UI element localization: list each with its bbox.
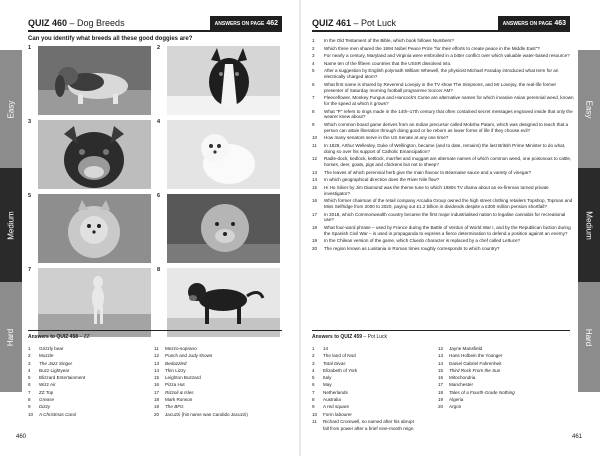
answer-row xyxy=(154,389,248,396)
answer-text: Punch and Judy shows xyxy=(165,353,213,359)
photo-number: 7 xyxy=(28,267,32,273)
answer-number: 17 xyxy=(154,389,160,395)
answer-row xyxy=(154,367,248,374)
difficulty-tabs-left xyxy=(0,50,22,392)
photo-number: 4 xyxy=(157,119,161,125)
answer-row xyxy=(312,396,414,403)
answer-number: 7 xyxy=(312,389,315,395)
photo-number: 8 xyxy=(157,267,161,273)
question-text: In which geographical direction does the River Nile flow? xyxy=(324,177,440,183)
question-text: Hi Ho Silver by Jim Diamond was the theme tune to which 1980s TV drama about an ex-fireman turned private investigator? xyxy=(324,184,549,196)
page-number-right: 461 xyxy=(572,434,583,440)
question-number: 15 xyxy=(312,184,318,190)
answer-text: Grease xyxy=(39,397,55,403)
question-item xyxy=(312,135,574,141)
answer-text: Algeria xyxy=(449,397,464,403)
question-number: 4 xyxy=(312,60,315,66)
answer-number: 10 xyxy=(28,411,34,417)
answer-number: 5 xyxy=(28,375,31,381)
question-item xyxy=(312,143,574,155)
answer-number: 18 xyxy=(438,389,444,395)
answers-column-1 xyxy=(312,345,414,433)
answers-page-number: 463 xyxy=(554,20,566,27)
answer-number: 2 xyxy=(312,353,315,359)
answers-column-1 xyxy=(28,345,85,418)
answer-text: Jacuzzi (his name was Candido Jacuzzi) xyxy=(165,411,248,417)
answer-number xyxy=(312,425,323,432)
answer-text: Thin Lizzy xyxy=(165,367,186,373)
answer-number: 14 xyxy=(154,367,160,373)
question-text: For nearly a century, Maryland and Virginia were embroiled in a bitter conflict over which valuable water-based resource? xyxy=(324,53,570,59)
answer-text: Bedazzled xyxy=(165,360,187,366)
left-answers-section xyxy=(28,330,282,430)
photo-number: 2 xyxy=(157,45,161,51)
dog-photo xyxy=(38,194,151,263)
question-text: Which three men shared the 1994 Nobel Peace Prize "for their efforts to create peace in the Middle East"? xyxy=(324,45,540,51)
photo-item xyxy=(157,46,282,115)
answer-text: Argon xyxy=(449,404,462,410)
answer-number: 5 xyxy=(312,375,315,381)
answer-row xyxy=(312,367,414,374)
right-page xyxy=(300,0,600,456)
answers-label: ANSWERS ON PAGE xyxy=(214,20,265,27)
answer-text: Total Divas xyxy=(323,360,346,366)
quiz-number: QUIZ 460 xyxy=(28,18,68,28)
dog-photo xyxy=(167,268,280,337)
answer-number: 9 xyxy=(312,404,315,410)
question-number: 12 xyxy=(312,156,318,162)
question-text: What "P" refers to rings made in the 14th–17th century that often contained secret messages engraved inside that only the wearer knew about? xyxy=(324,108,573,120)
answer-text: Leighton Buzzard xyxy=(165,375,201,381)
answer-text: Pizza Hut xyxy=(165,382,185,388)
tab-easy-label: Easy xyxy=(584,100,594,118)
answer-number: 14 xyxy=(438,360,444,366)
answer-number: 12 xyxy=(154,353,160,359)
answer-row xyxy=(28,374,85,381)
photo-number: 3 xyxy=(28,119,32,125)
tab-hard xyxy=(578,282,600,392)
photo-item xyxy=(28,268,153,337)
answer-text: Wizz Air xyxy=(39,382,56,388)
question-item xyxy=(312,53,574,59)
dog-photo xyxy=(38,46,151,115)
answer-text: Mark Ronson xyxy=(165,397,193,403)
photo-item xyxy=(157,268,282,337)
answer-row xyxy=(312,345,414,352)
question-number: 13 xyxy=(312,169,318,175)
answers-on-page-badge xyxy=(498,16,570,30)
quiz-topic: – Dog Breeds xyxy=(69,18,125,28)
question-text: In the Old Testament of the Bible, which book follows Numbers? xyxy=(324,38,454,43)
answer-number: 3 xyxy=(28,360,31,366)
answer-row xyxy=(438,352,515,359)
tab-easy xyxy=(0,50,22,168)
question-number: 19 xyxy=(312,238,318,244)
answer-row xyxy=(28,367,85,374)
answer-text: Blizzard Entertainment xyxy=(39,375,86,381)
answer-row xyxy=(28,396,85,403)
answer-number: 15 xyxy=(154,375,160,381)
question-item xyxy=(312,46,574,52)
answer-text: 14 xyxy=(323,346,329,351)
answer-row xyxy=(154,411,248,418)
answer-row xyxy=(438,403,515,410)
tab-hard-label: Hard xyxy=(6,328,16,346)
answer-text: Third Rock From the Sun xyxy=(449,367,501,373)
answer-row xyxy=(312,425,414,432)
question-text: In the Chilean version of the game, which Cluedo character is replaced by a chef called Lettuce? xyxy=(324,238,521,244)
tab-hard-label: Hard xyxy=(584,328,594,346)
question-item xyxy=(312,82,574,94)
question-text: What first name is shared by Reverend Lovejoy in the TV show The Simpsons, and Mr Lovejoy, the real-life former presenter of Saturday morning football programme Soccer AM? xyxy=(324,81,557,93)
photo-item xyxy=(157,120,282,189)
answer-number: 15 xyxy=(438,367,444,373)
answer-row xyxy=(28,345,85,352)
answer-text: Jayne Mansfield xyxy=(449,346,483,351)
question-item xyxy=(312,95,574,107)
answer-number: 1 xyxy=(28,346,31,351)
tab-medium-label: Medium xyxy=(6,210,16,240)
question-item xyxy=(312,68,574,80)
question-text: After a suggestion by English polymath William Whewell, the physicist Michael Faraday introduced what term for an electrically charged atom? xyxy=(324,68,559,80)
answer-text: Muzzle xyxy=(39,353,54,359)
answers-column-2 xyxy=(438,345,515,411)
question-item xyxy=(312,156,574,168)
answer-text: Buzz Lightyear xyxy=(39,367,70,373)
answer-text: Grizzly bear xyxy=(39,346,64,351)
answer-text: Dizzy xyxy=(39,404,51,410)
right-page-header xyxy=(312,14,570,32)
photo-item xyxy=(28,194,153,263)
answer-number: 4 xyxy=(28,367,31,373)
question-item xyxy=(312,122,574,134)
answer-row xyxy=(438,381,515,388)
question-text: The region known as Lusitania in Roman times roughly corresponds to which country? xyxy=(324,246,500,252)
answers-heading-text: Answers to QUIZ 458 xyxy=(28,334,79,340)
dog-photo xyxy=(167,120,280,189)
question-item xyxy=(312,212,574,224)
answer-number: 11 xyxy=(312,418,317,424)
question-item xyxy=(312,185,574,197)
answer-row xyxy=(28,411,85,418)
question-number: 16 xyxy=(312,198,318,204)
question-item xyxy=(312,170,574,176)
answer-text: May xyxy=(323,382,332,388)
answer-text: Netherlands xyxy=(323,389,348,395)
answer-row xyxy=(154,403,248,410)
answers-column-2 xyxy=(154,345,248,418)
page-number-left: 460 xyxy=(16,434,27,440)
tab-medium-label: Medium xyxy=(584,210,594,240)
answer-number: 11 xyxy=(154,346,159,351)
answer-row xyxy=(312,389,414,396)
answers-heading-text: Answers to QUIZ 459 xyxy=(312,334,363,340)
question-number: 17 xyxy=(312,211,318,217)
dog-photo xyxy=(38,268,151,337)
question-item xyxy=(312,225,574,237)
answer-number: 8 xyxy=(312,397,315,403)
answer-row xyxy=(312,374,414,381)
answer-row xyxy=(312,403,414,410)
question-number: 1 xyxy=(312,38,315,43)
tab-medium xyxy=(578,168,600,282)
answer-row xyxy=(438,374,515,381)
answer-row xyxy=(312,411,414,418)
answer-number: 6 xyxy=(312,382,315,388)
question-text: Radle-dock, kedlock, kettlock, marrfiet and muggart are alternate names of which common weed, one poisonous to cattle, horses, deer, goats, pigs and chickens but not to sheep? xyxy=(324,156,572,168)
answer-number: 7 xyxy=(28,389,31,395)
question-text: Which common board game derives from an Indian precursor called Moksha Patam, which was designed to teach that a person can attain liberation through doing good or be reborn as lower forms of life if they choose evil? xyxy=(324,121,569,133)
answer-number: 13 xyxy=(154,360,160,366)
answer-number: 16 xyxy=(154,382,160,388)
answer-text: Manchester xyxy=(449,382,474,388)
answer-number: 8 xyxy=(28,397,31,403)
tab-easy xyxy=(578,50,600,168)
question-number: 6 xyxy=(312,81,315,87)
photo-number: 5 xyxy=(28,193,32,199)
answer-text: ZZ Top xyxy=(39,389,54,395)
answer-text: fall from power after a brief nine-month reign xyxy=(323,426,414,432)
answer-text: Italy xyxy=(323,375,332,381)
quiz-title xyxy=(28,18,125,30)
question-text: What four-word phrase – used by France during the Battle of Verdun of World War I, and by the Republican faction during the Spanish Civil War – is used in propaganda to express a fierce determination to defend a position against an enemy? xyxy=(324,225,571,236)
question-item xyxy=(312,61,574,67)
answer-text: Daniel Gabriel Fahrenheit xyxy=(449,360,502,366)
answers-heading xyxy=(28,334,282,340)
answer-row xyxy=(438,396,515,403)
dog-photo xyxy=(167,194,280,263)
answer-number: 3 xyxy=(312,360,315,366)
answer-number: 19 xyxy=(438,397,444,403)
answer-row xyxy=(154,381,248,388)
answer-row xyxy=(28,381,85,388)
answer-row xyxy=(154,360,248,367)
question-number: 10 xyxy=(312,135,318,141)
question-item xyxy=(312,246,574,252)
question-number: 3 xyxy=(312,53,315,59)
answer-number: 19 xyxy=(154,404,160,410)
question-item xyxy=(312,38,574,44)
answer-number: 16 xyxy=(438,375,444,381)
question-number: 8 xyxy=(312,108,315,114)
quiz-number: QUIZ 461 xyxy=(312,18,352,28)
answer-row xyxy=(438,367,515,374)
photo-number: 6 xyxy=(157,193,161,199)
answer-text: Elizabeth of York xyxy=(323,367,358,373)
answer-text: A red square xyxy=(323,404,350,410)
photo-item xyxy=(28,120,153,189)
answer-number: 6 xyxy=(28,382,31,388)
answer-number: 12 xyxy=(438,346,444,351)
quiz-title xyxy=(312,18,396,30)
answer-text: Hans Holbein the Younger xyxy=(449,353,503,359)
answer-row xyxy=(154,352,248,359)
right-answers-section xyxy=(312,330,570,430)
answer-text: Mitochondria xyxy=(449,375,476,381)
answer-row xyxy=(154,396,248,403)
answers-heading xyxy=(312,334,570,340)
answer-number: 20 xyxy=(438,404,444,410)
answer-number: 2 xyxy=(28,353,31,359)
left-page-header xyxy=(28,14,282,32)
dog-photo xyxy=(38,120,151,189)
answer-number: 10 xyxy=(312,411,318,417)
question-text: Name ten of the fifteen countries that the USSR dissolved into. xyxy=(324,60,452,66)
answer-number: 4 xyxy=(312,367,315,373)
answer-number: 20 xyxy=(154,411,160,417)
answers-on-page-badge xyxy=(210,16,282,30)
answer-number: 17 xyxy=(438,382,444,388)
answer-number: 9 xyxy=(28,404,31,410)
photo-item xyxy=(28,46,153,115)
tab-hard xyxy=(0,282,22,392)
question-item xyxy=(312,109,574,121)
question-item xyxy=(312,238,574,244)
answers-heading-topic: – Pot Luck xyxy=(363,334,388,340)
answer-row xyxy=(312,418,414,425)
question-number: 7 xyxy=(312,95,315,101)
question-number: 14 xyxy=(312,177,318,183)
answer-row xyxy=(312,381,414,388)
question-item xyxy=(312,198,574,210)
answer-number: 18 xyxy=(154,397,160,403)
answer-row xyxy=(438,389,515,396)
question-number: 2 xyxy=(312,45,315,51)
question-item xyxy=(312,177,574,183)
answer-row xyxy=(28,389,85,396)
answer-number: 13 xyxy=(438,353,444,359)
question-text: How many senators serve in the US Senate at any one time? xyxy=(324,135,449,141)
answer-text: Australia xyxy=(323,397,341,403)
question-number: 5 xyxy=(312,68,315,74)
answer-text: The Jazz Singer xyxy=(39,360,73,366)
question-number: 9 xyxy=(312,121,315,127)
question-text: Fleeceflower, Monkey Fungus and Hancock's Curse are alternative names for which invasive Asian perennial weed, known for the speed at which it grows? xyxy=(324,95,574,106)
question-text: In 2018, which Commonwealth country became the first major industrialised nation to legalise cannabis for recreational use? xyxy=(324,211,566,223)
answer-text: The BFG xyxy=(165,404,184,410)
answer-text: A Christmas Carol xyxy=(39,411,77,417)
answer-row xyxy=(28,403,85,410)
question-text: In 1829, Arthur Wellesley, Duke of Wellington, became (and to date, remains) the last British Prime Minister to do what, doing so over his support of Catholic Emancipation? xyxy=(324,142,566,154)
answers-heading-topic: – ZZ xyxy=(79,334,90,340)
answer-text: Form labourer xyxy=(323,411,352,417)
question-number: 11 xyxy=(312,142,317,148)
answer-number: 1 xyxy=(312,346,315,351)
answer-text: The land of Nod xyxy=(323,353,356,359)
question-list xyxy=(312,38,574,254)
answer-row xyxy=(312,360,414,367)
answer-text: Rizzoli & Isles xyxy=(165,389,194,395)
photo-item xyxy=(157,194,282,263)
answers-page-number: 462 xyxy=(266,20,278,27)
answer-text: Mezzo-soprano xyxy=(165,346,197,351)
answer-row xyxy=(438,360,515,367)
tab-easy-label: Easy xyxy=(6,100,16,118)
answer-row xyxy=(154,345,248,352)
photo-number: 1 xyxy=(28,45,32,51)
answer-row xyxy=(312,352,414,359)
question-text: The leaves of which perennial herb give the main flavour to Béarnaise sauce and a variety of vinegar? xyxy=(324,169,532,175)
answer-row xyxy=(28,360,85,367)
difficulty-tabs-right xyxy=(578,50,600,392)
answer-text: Richard Cromwell, so named after his abrupt xyxy=(323,418,414,424)
question-number: 18 xyxy=(312,225,318,231)
answer-row xyxy=(438,345,515,352)
answer-text: Tales of a Fourth-Grade Nothing xyxy=(449,389,515,395)
question-text: Which former chairman of the retail company Arcadia Group owned the high street clothing retailers Topshop, Topman and Miss Selfridge from 2000 to 2020, paying out £1.2 billion in dividends despite a £300 million pension shortfall? xyxy=(324,198,573,210)
answer-row xyxy=(154,374,248,381)
question-number: 20 xyxy=(312,246,318,252)
quiz-intro: Can you identify what breeds all these good doggies are? xyxy=(28,36,193,42)
quiz-topic: – Pot Luck xyxy=(353,18,397,28)
answer-row xyxy=(28,352,85,359)
dog-photo xyxy=(167,46,280,115)
tab-medium xyxy=(0,168,22,282)
answers-label: ANSWERS ON PAGE xyxy=(502,20,553,27)
